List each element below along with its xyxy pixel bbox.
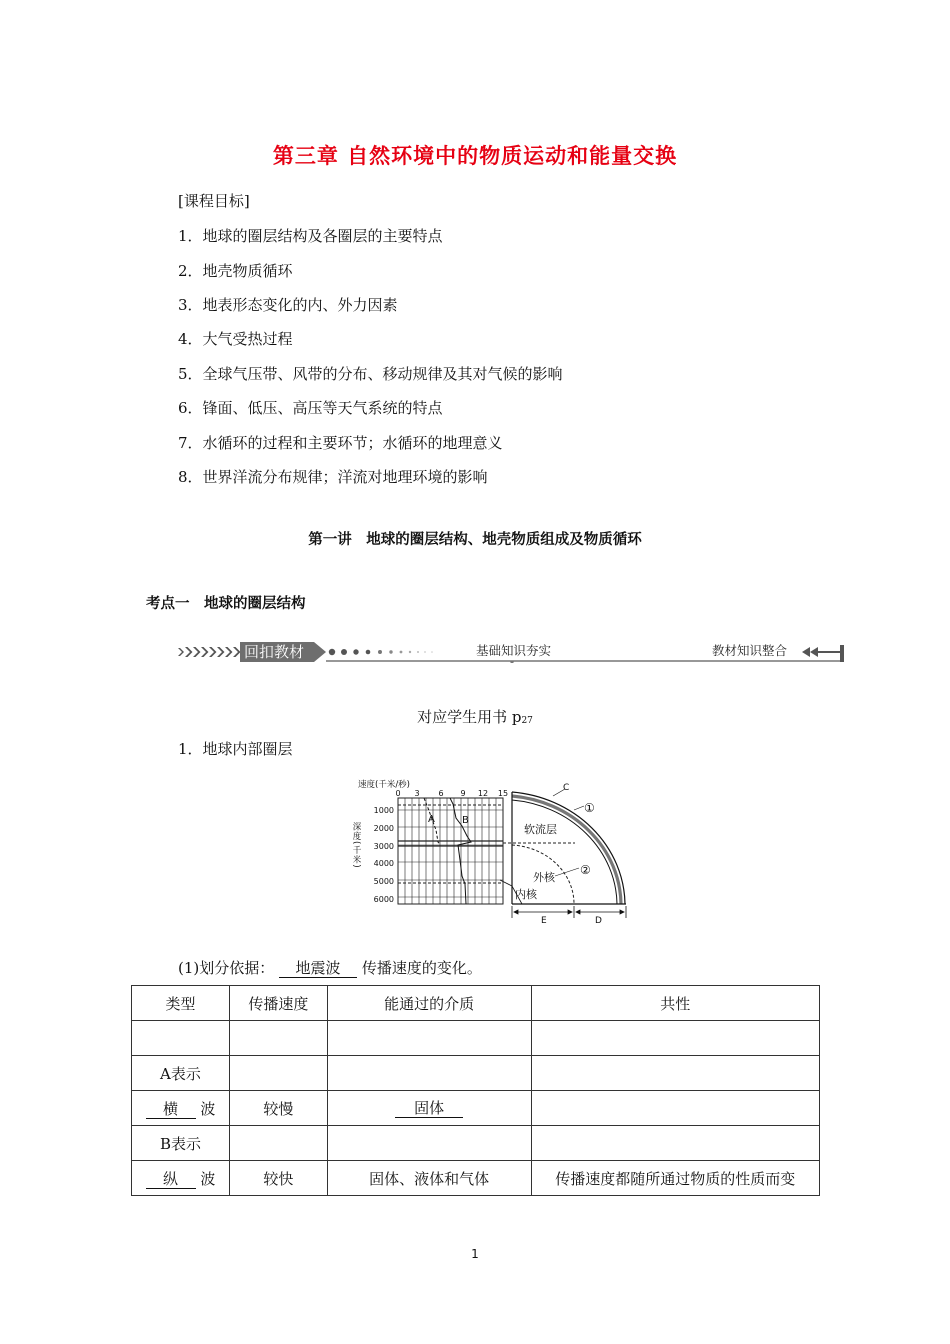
table-header-row [132,986,820,1021]
banner-right-text: 教材知识整合 [712,643,788,658]
banner-center-text: 基础知识夯实 [476,643,552,658]
table-row [132,1161,820,1196]
speed-tick: 6 [438,789,444,798]
depth-tick: 3000 [373,842,394,851]
speed-tick: 15 [497,789,509,798]
speed-grid [398,798,503,904]
row-b-speed: 较快 [229,1161,327,1196]
depth-tick: 5000 [373,877,394,886]
row-a-type-suffix: 波 [200,1099,216,1118]
goal-item: 6．锋面、低压、高压等天气系统的特点 [178,399,443,417]
page-number: 1 [471,1247,479,1261]
label-c: C [563,783,570,793]
goal-item: 8．世界洋流分布规律；洋流对地理环境的影响 [178,468,488,486]
row-a-common [531,1091,820,1126]
header-type: 类型 [132,986,230,1021]
speed-tick: 9 [460,789,466,798]
curve-a-label: A [428,814,435,825]
dimension-lines [512,906,626,918]
row-a-medium [327,1091,531,1126]
header-speed: 传播速度 [229,986,327,1021]
asthenosphere-label: 软流层 [524,823,557,836]
speed-axis-label: 速度(千米/秒) [358,780,410,790]
table-row [132,1056,820,1091]
goal-item: 7．水循环的过程和主要环节；水循环的地理意义 [178,434,503,452]
row-b-label: B表示 [132,1126,230,1161]
goal-item: 2．地壳物质循环 [178,262,293,280]
depth-tick: 1000 [373,806,394,815]
row-a-type [132,1091,230,1126]
seismic-wave-table [131,985,820,1196]
speed-tick: 12 [477,789,489,798]
row-a-speed: 较慢 [229,1091,327,1126]
outer-core-label: 外核 [533,871,555,884]
row-b-type-answer: 纵 [146,1170,196,1189]
depth-tick: 2000 [373,824,394,833]
table-row [132,1126,820,1161]
depth-axis-label: 深度(千米) [351,822,361,869]
reference-line [0,706,950,727]
curve-b-label: B [462,815,469,826]
label-2: ② [580,863,591,877]
reference-text: 对应学生用书 p [417,708,522,726]
section-1-title: 1．地球内部圈层 [178,740,293,758]
goal-item: 4．大气受热过程 [178,330,293,348]
basis-suffix: 传播速度的变化。 [361,959,482,977]
row-a-label: A表示 [132,1056,230,1091]
label-1: ① [584,801,595,815]
goal-item: 3．地表形态变化的内、外力因素 [178,296,398,314]
lecture-title: 第一讲 地球的圈层结构、地壳物质组成及物质循环 [308,532,642,548]
section-banner [176,641,846,663]
row-b-medium: 固体、液体和气体 [327,1161,531,1196]
depth-tick: 6000 [373,895,394,904]
speed-tick: 3 [414,789,420,798]
table-row [132,1091,820,1126]
header-medium: 能通过的介质 [327,986,531,1021]
speed-tick: 0 [395,789,401,798]
header-common: 共性 [531,986,820,1021]
chapter-title: 第三章 自然环境中的物质运动和能量交换 [272,144,678,168]
label-d: D [595,916,602,926]
earth-interior-diagram [350,778,640,926]
back-arrow-icon [802,645,844,662]
dot-trail-icon [329,649,433,655]
label-e: E [541,916,547,926]
basis-answer: 地震波 [279,959,357,978]
goals-heading: [课程目标] [178,192,250,210]
table-row [132,1021,820,1056]
row-a-medium-answer: 固体 [395,1099,463,1118]
division-basis [178,957,482,978]
row-b-type-suffix: 波 [200,1169,216,1188]
banner-left-tag: 回扣教材 [244,643,305,661]
depth-tick: 4000 [373,859,394,868]
row-b-common: 传播速度都随所通过物质的性质而变 [531,1161,820,1196]
reference-page: 27 [521,716,533,726]
row-a-type-answer: 横 [146,1100,196,1119]
goal-item: 1．地球的圈层结构及各圈层的主要特点 [178,227,443,245]
goal-item: 5．全球气压带、风带的分布、移动规律及其对气候的影响 [178,365,563,383]
row-b-type [132,1161,230,1196]
double-chevron-icon [178,647,241,657]
inner-core-label: 内核 [515,888,537,901]
basis-prefix: (1)划分依据： [178,959,275,977]
kaodian-title: 考点一 地球的圈层结构 [146,596,306,612]
